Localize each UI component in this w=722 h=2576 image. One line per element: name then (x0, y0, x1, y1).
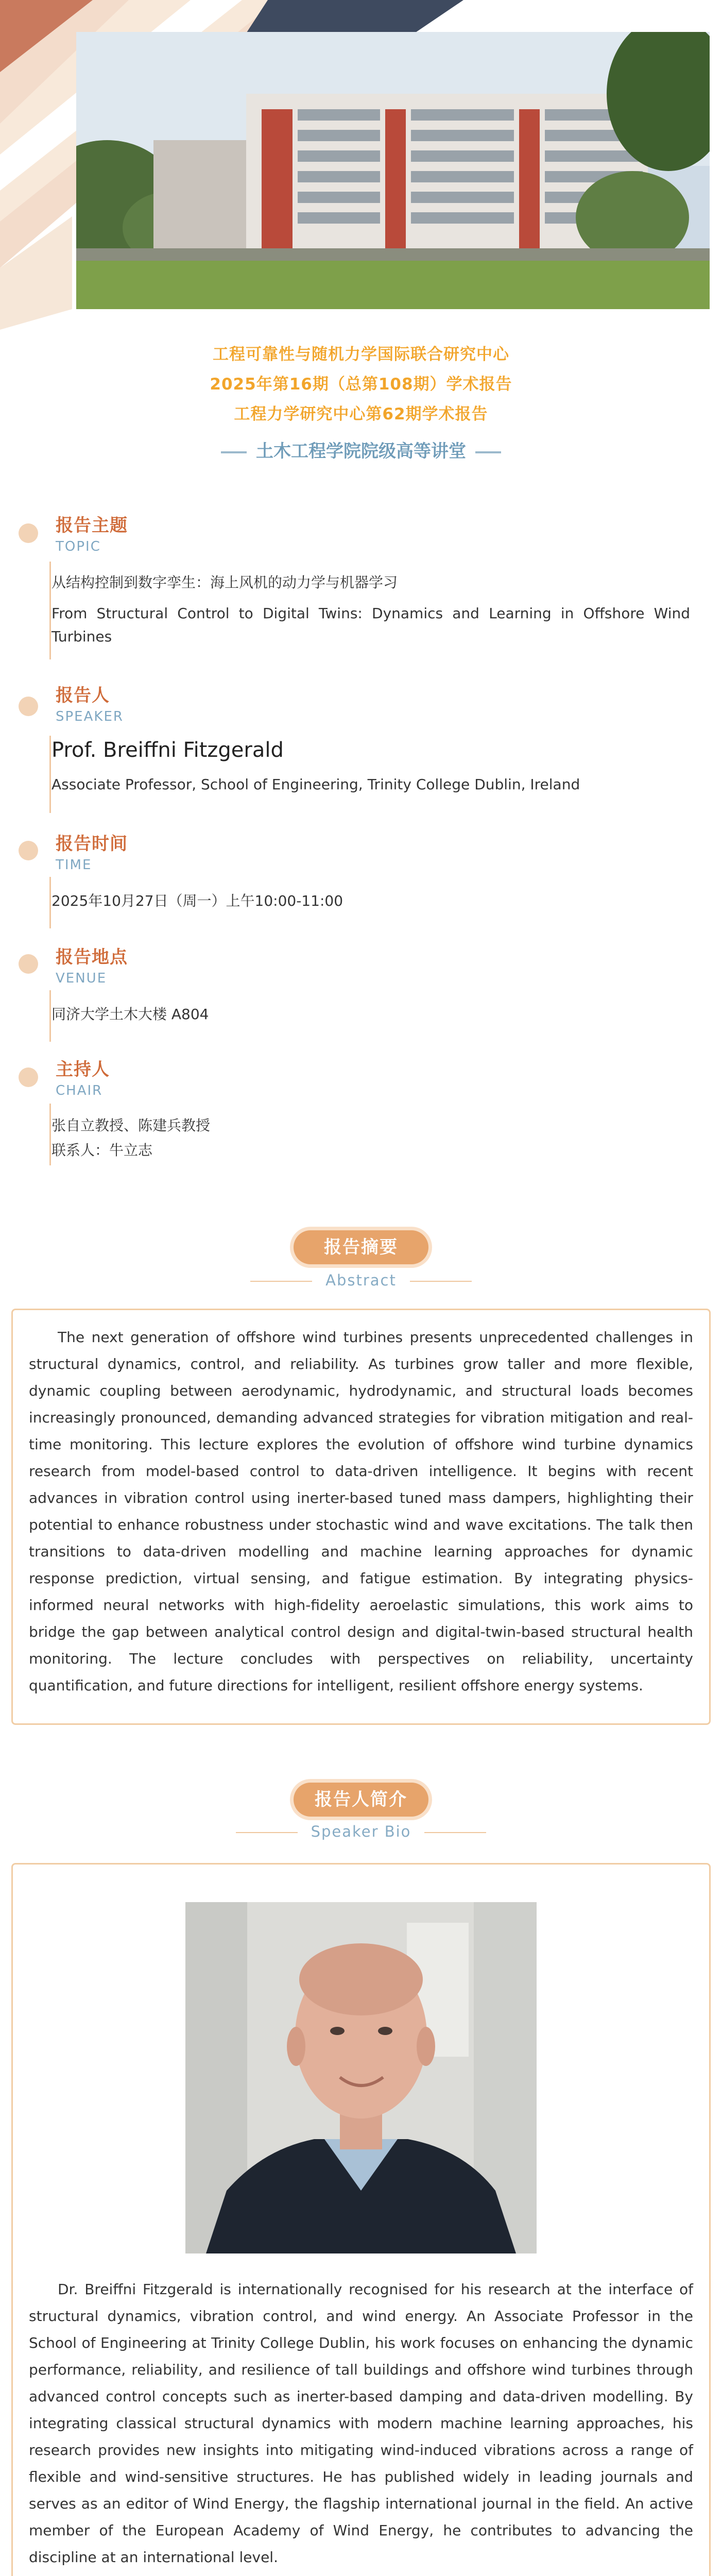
speaker-subtitle: SPEAKER (56, 709, 124, 724)
abstract-subtitle-row (0, 1272, 722, 1289)
chair-title: 主持人 (56, 1059, 110, 1080)
section-divider (49, 990, 51, 1042)
lecture-series-label: 土木工程学院院级高等讲堂 (256, 441, 466, 462)
title-line-1: 工程可靠性与随机力学国际联合研究中心 (213, 345, 509, 364)
title-line-3: 工程力学研究中心第62期学术报告 (234, 405, 488, 423)
abstract-text: The next generation of offshore wind turbines presents unprecedented challenges in structural dynamics, control, and reliability. As turbines grow taller and more flexible, dynamic coupling between aerodynamic, hydrodynamic, and structural loads becomes increasingly pronounced, demanding advanced strategies for vibration mitigation and real-time monitoring. This lecture explores the evolution of offshore wind turbine dynamics research from model-based control to data-driven intelligence. It begins with recent advances in vibration control using inerter-based tuned mass dampers, highlighting their potential to enhance robustness under stochastic wind and wave excitations. The talk then transitions to data-driven modelling and machine learning approaches for dynamic response prediction, virtual sensing, and fatigue estimation. By integrating physics-informed neural networks with high-fidelity aeroelastic simulations, this work aims to bridge the gap between analytical control design and digital-twin-based structural health monitoring. The lecture concludes with perspectives on reliability, uncertainty quantification, and future directions for intelligent, resilient offshore energy systems. (29, 1329, 693, 1694)
abstract-subtitle: Abstract (325, 1272, 397, 1289)
title-line-2: 2025年第16期（总第108期）学术报告 (210, 375, 512, 394)
abstract-pill: 报告摘要 (294, 1230, 428, 1264)
topic-subtitle: TOPIC (56, 539, 101, 554)
topic-title: 报告主题 (56, 515, 128, 536)
bio-paragraph-2 (29, 2574, 693, 2576)
bio-subtitle-row (0, 1823, 722, 1840)
time-text: 2025年10月27日（周一）上午10:00-11:00 (51, 892, 343, 909)
bullet-dot-icon (19, 841, 38, 860)
chair-line-1: 张自立教授、陈建兵教授 (51, 1117, 211, 1134)
bio-subtitle: Speaker Bio (311, 1823, 411, 1840)
topic-text-cn: 从结构控制到数字孪生：海上风机的动力学与机器学习 (51, 574, 398, 591)
bio-pill: 报告人简介 (294, 1783, 428, 1817)
speaker-title: 报告人 (56, 685, 110, 706)
bio-paragraph-1: Dr. Breiffni Fitzgerald is internationally recognised for his research at the interface of structural dynamics, vibration control, and wind energy. An Associate Professor in the School of Engineering at Trinity College Dublin, his work focuses on enhancing the dynamic performance, reliability, and resilience of tall buildings and offshore wind turbines through advanced control concepts such as inerter-based damping and data-driven modelling. By integrating classical structural dynamics with modern machine learning approaches, his research provides new insights into mitigating wind-induced vibrations across a range of flexible and wind-sensitive structures. He has published widely in leading journals and serves as an editor of Wind Energy, the flagship international journal in the field. An active member of the European Academy of Wind Energy, he contributes to advancing the discipline at an international level. (29, 2281, 693, 2566)
bullet-dot-icon (19, 523, 38, 543)
lecture-series-tag (0, 437, 722, 462)
time-title: 报告时间 (56, 834, 128, 854)
bio-header (0, 1783, 722, 1817)
abstract-header (0, 1230, 722, 1264)
speaker-portrait (185, 1902, 537, 2253)
speaker-affiliation: Associate Professor, School of Engineering, Trinity College Dublin, Ireland (51, 776, 580, 793)
bullet-dot-icon (19, 954, 38, 974)
venue-title: 报告地点 (56, 947, 128, 968)
time-subtitle: TIME (56, 857, 92, 873)
section-divider (49, 562, 51, 659)
section-divider (49, 1104, 51, 1165)
venue-text: 同济大学土木大楼 A804 (51, 1006, 209, 1023)
section-divider (49, 736, 51, 813)
bullet-dot-icon (19, 697, 38, 716)
venue-subtitle: VENUE (56, 971, 107, 986)
building-photo (76, 32, 710, 309)
chair-subtitle: CHAIR (56, 1083, 103, 1098)
bullet-dot-icon (19, 1067, 38, 1087)
chair-contact: 联系人：牛立志 (51, 1142, 153, 1159)
topic-text-en: From Structural Control to Digital Twins: Dynamics and Learning in Offshore Wind Turbines (51, 605, 690, 645)
section-divider (49, 877, 51, 928)
speaker-name: Prof. Breiffni Fitzgerald (51, 738, 284, 762)
